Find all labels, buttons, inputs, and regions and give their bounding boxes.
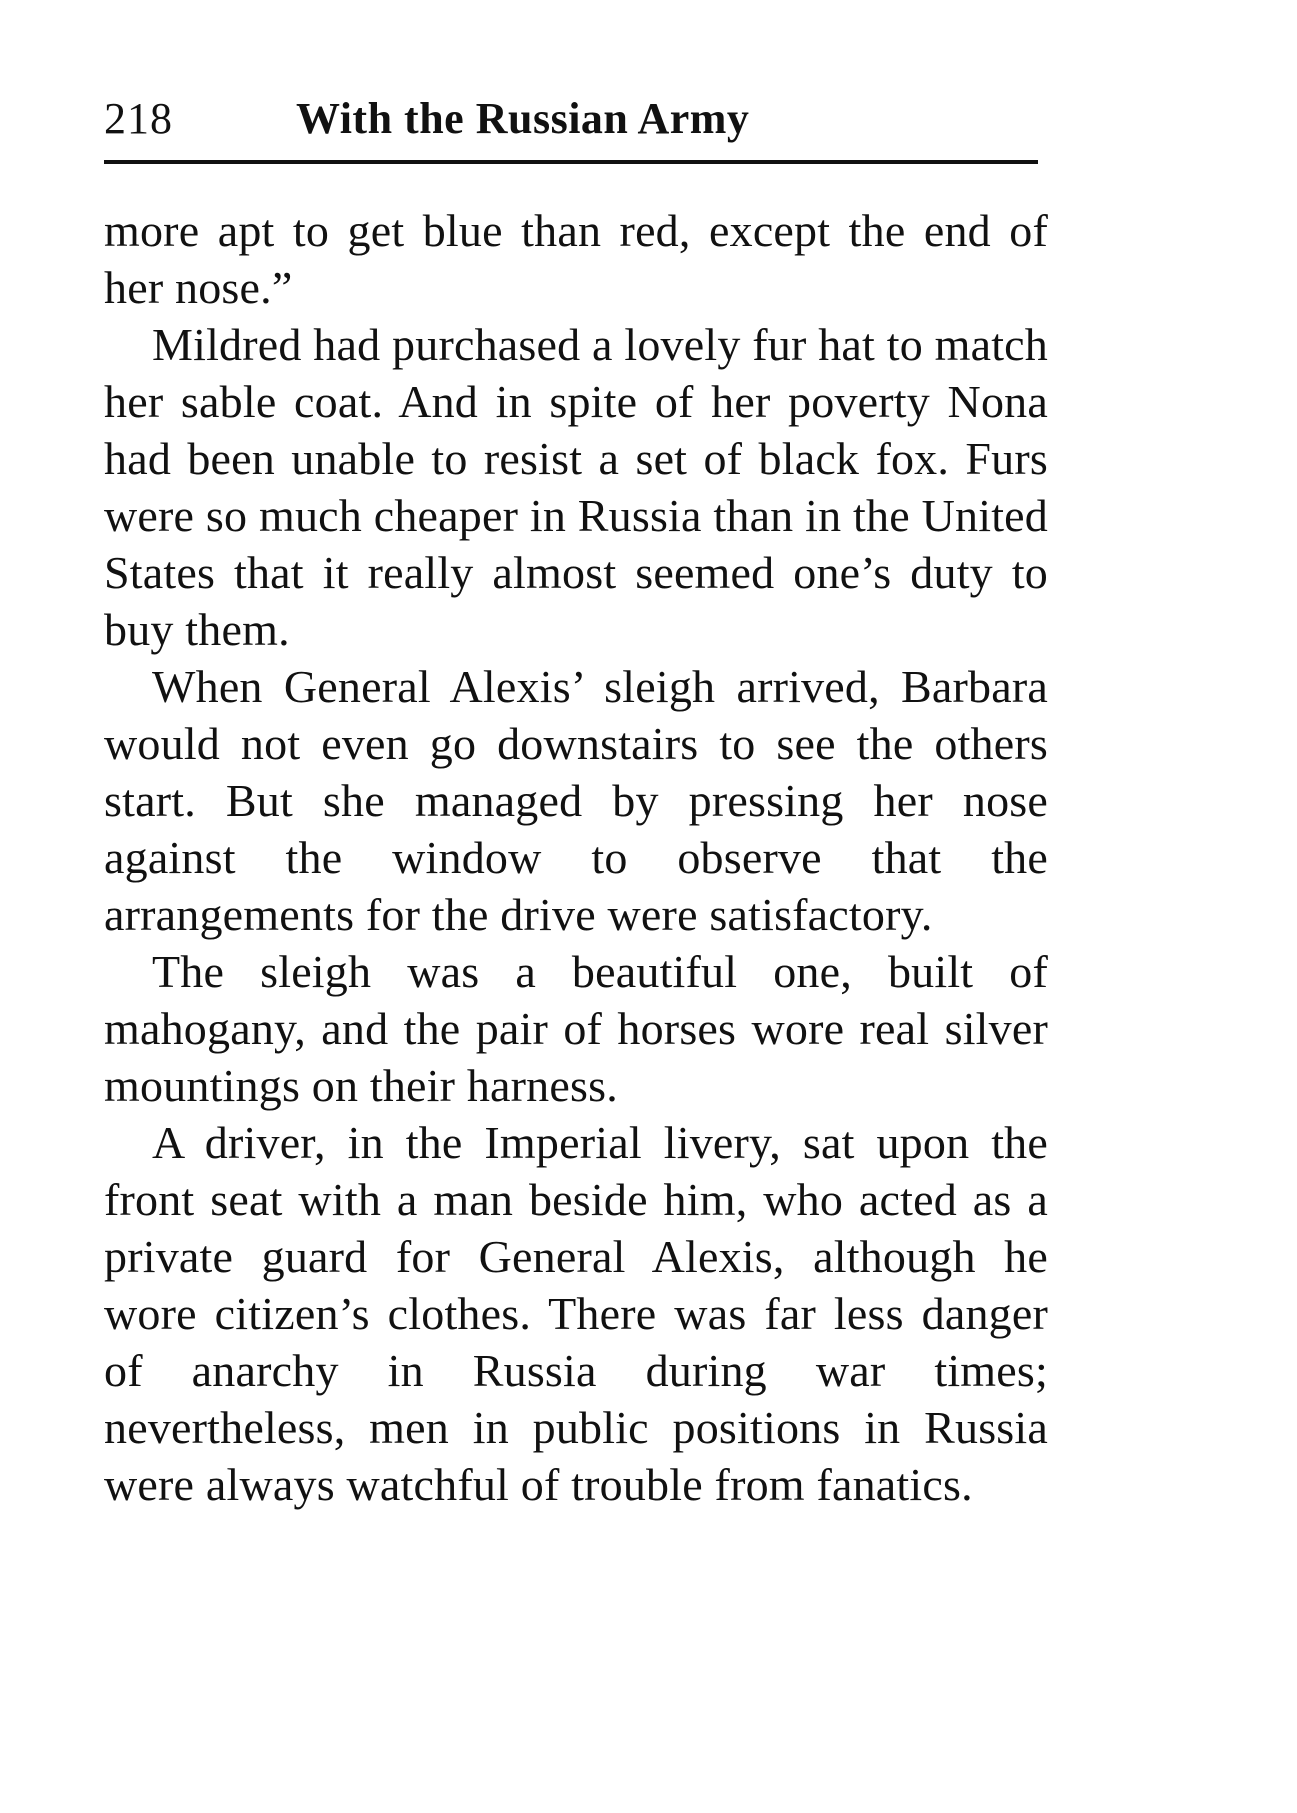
body-text — [104, 202, 1048, 1513]
paragraph-continued: more apt to get blue than red, except the end of her nose.” — [104, 205, 1048, 313]
paragraph: When General Alexis’ sleigh arrived, Barbara would not even go downstairs to see the others start. But she managed by pressing her nose against the window to observe that the arrangements for the drive were satisfactory. — [104, 661, 1048, 940]
running-title: With the Russian Army — [296, 94, 750, 143]
paragraph: Mildred had purchased a lovely fur hat to match her sable coat. And in spite of her poverty Nona had been unable to resist a set of black fox. Furs were so much cheaper in Russia than in the United States that it really almost seemed one’s duty to buy them. — [104, 319, 1048, 655]
paragraph: A driver, in the Imperial livery, sat upon the front seat with a man beside him, who acted as a private guard for General Alexis, although he wore citizen’s clothes. There was far less danger of anarchy in Russia during war times; nevertheless, men in public positions in Russia were always watchful of trouble from fanatics. — [104, 1117, 1048, 1510]
book-page — [104, 88, 1048, 1513]
page-header — [104, 88, 1048, 150]
header-rule — [104, 160, 1038, 164]
page-number: 218 — [104, 94, 173, 143]
paragraph: The sleigh was a beautiful one, built of mahogany, and the pair of horses wore real silver mountings on their harness. — [104, 946, 1048, 1111]
